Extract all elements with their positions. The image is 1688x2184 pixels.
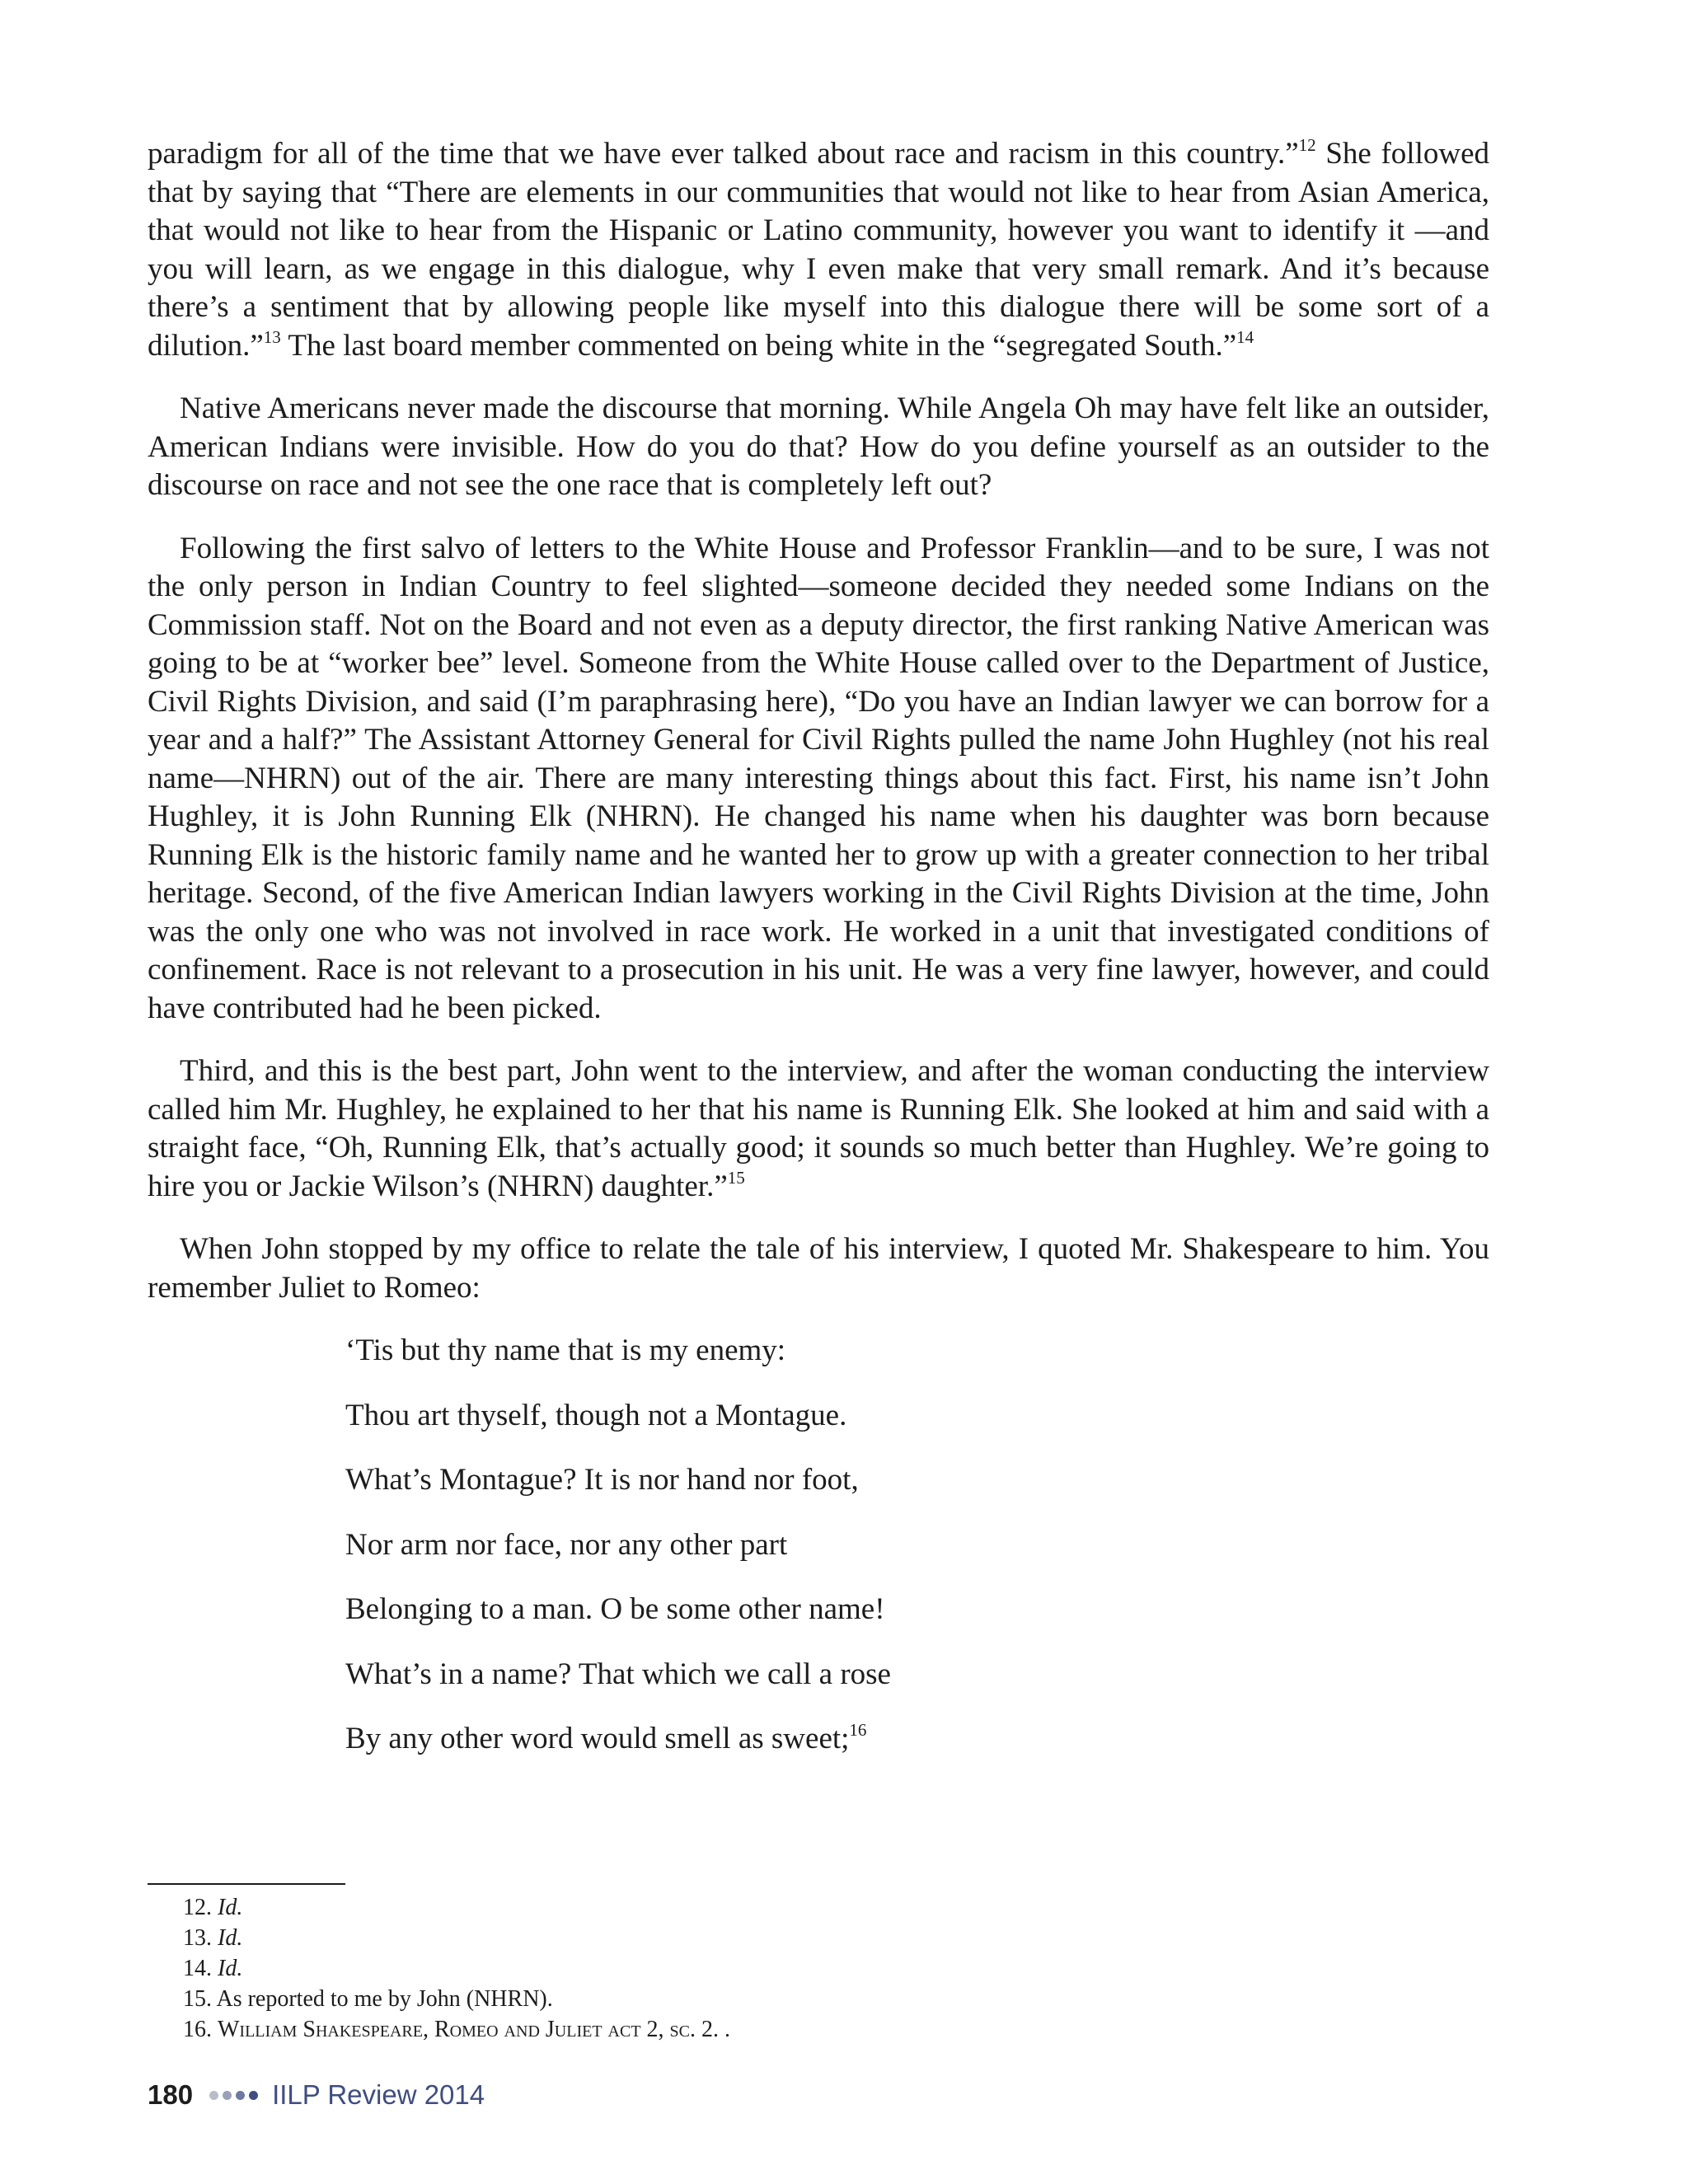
verse-line — [345, 1591, 1489, 1629]
footnote-ref: 13 — [263, 326, 281, 347]
footnote-number: 13. — [183, 1925, 212, 1951]
footnote-separator — [148, 1883, 345, 1885]
paragraph — [148, 390, 1489, 505]
footnotes — [183, 1892, 1419, 2045]
footnote — [183, 2014, 1419, 2045]
paragraph — [148, 530, 1489, 1029]
page-footer — [148, 2079, 485, 2111]
paragraph-text: The last board member commented on being white in the “segregated South.” — [280, 328, 1237, 363]
footnote — [183, 1923, 1419, 1953]
verse-line — [345, 1656, 1489, 1694]
paragraph — [148, 1230, 1489, 1307]
verse-text: ‘Tis but thy name that is my enemy: — [345, 1333, 786, 1367]
verse-text: By any other word would smell as sweet; — [345, 1722, 850, 1755]
paragraph-text: Native Americans never made the discourse that morning. While Angela Oh may have felt like an outsider, American Indians were invisible. How do you do that? How do you define yourself as an outsider to the discourse on race and not see the one race that is completely left out? — [148, 391, 1489, 502]
footnote-number: 12. — [183, 1895, 212, 1920]
footer-dot — [236, 2091, 245, 2100]
footnote-text: William Shakespeare, Romeo and Juliet act 2, sc. 2. . — [218, 2017, 730, 2042]
paragraph-text: Third, and this is the best part, John went to the interview, and after the woman conducting the interview called him Mr. Hughley, he explained to her that his name is Running Elk. She looked at him and said with a straight face, “Oh, Running Elk, that’s actually good; it sounds so much better than Hughley. We’re going to hire you or Jackie Wilson’s (NHRN) daughter.” — [148, 1054, 1489, 1203]
footnote — [183, 1984, 1419, 2014]
verse-line — [345, 1720, 1489, 1759]
main-text — [148, 135, 1489, 1785]
verse-line — [345, 1461, 1489, 1500]
page-number: 180 — [148, 2079, 194, 2110]
journal-title: IILP Review 2014 — [272, 2079, 485, 2110]
footnote-ref: 15 — [727, 1167, 745, 1188]
verse-block — [148, 1332, 1489, 1759]
paragraph-text: When John stopped by my office to relate the tale of his interview, I quoted Mr. Shakespeare to him. You remember Juliet to Romeo: — [148, 1232, 1489, 1305]
verse-line — [345, 1397, 1489, 1436]
footnote — [183, 1953, 1419, 1984]
footnote-ref: 14 — [1236, 326, 1254, 347]
paragraph — [148, 1052, 1489, 1206]
verse-text: What’s in a name? That which we call a rose — [345, 1657, 891, 1691]
footnote-number: 14. — [183, 1956, 212, 1981]
footer-dot — [249, 2091, 258, 2100]
paragraph — [148, 135, 1489, 365]
verse-text: Thou art thyself, though not a Montague. — [345, 1398, 847, 1432]
footnote-text: Id. — [218, 1925, 243, 1951]
paragraph-container — [148, 135, 1489, 1307]
footnote-number: 16. — [183, 2017, 212, 2042]
verse-line — [345, 1526, 1489, 1565]
footnote-text: Id. — [218, 1895, 243, 1920]
footer-dot — [209, 2091, 218, 2100]
verse-text: Nor arm nor face, nor any other part — [345, 1527, 788, 1562]
footnote-text: As reported to me by John (NHRN). — [216, 1986, 553, 2012]
paragraph-text: paradigm for all of the time that we have ever talked about race and racism in this country.” — [148, 137, 1299, 171]
paragraph-text: She followed that by saying that “There are elements in our communities that would not like to hear from Asian America, that would not like to hear from the Hispanic or Latino community, however you want to identify it —and you will learn, as we engage in this dialogue, why I even make that very small remark. And it’s because there’s a sentiment that by allowing people like myself into this dialogue there will be some sort of a dilution.” — [148, 137, 1490, 363]
paragraph-text: Following the first salvo of letters to the White House and Professor Franklin—and to be sure, I was not the only person in Indian Country to feel slighted—someone decided they needed some Indians on the Commission staff. Not on the Board and not even as a deputy director, the first ranking Native American was going to be at “worker bee” level. Someone from the White House called over to the Department of Justice, Civil Rights Division, and said (I’m paraphrasing here), “Do you have an Indian lawyer we can borrow for a year and a half?” The Assistant Attorney General for Civil Rights pulled the name John Hughley (not his real name—NHRN) out of the air. There are many interesting things about this fact. First, his name isn’t John Hughley, it is John Running Elk (NHRN). He changed his name when his daughter was born because Running Elk is the historic family name and he wanted her to grow up with a greater connection to her tribal heritage. Second, of the five American Indian lawyers working in the Civil Rights Division at the time, John was the only one who was not involved in race work. He worked in a unit that investigated conditions of confinement. Race is not relevant to a prosecution in his unit. He was a very fine lawyer, however, and could have contributed had he been picked. — [148, 531, 1489, 1025]
verse-text: Belonging to a man. O be some other name! — [345, 1592, 885, 1626]
footnote-ref: 16 — [849, 1720, 867, 1740]
footer-dots — [209, 2091, 262, 2100]
footnote — [183, 1892, 1419, 1923]
footnote-number: 15. — [183, 1986, 212, 2012]
verse-line — [345, 1332, 1489, 1371]
footer-dot — [223, 2091, 232, 2100]
footnote-ref: 12 — [1298, 135, 1316, 155]
footnote-text: Id. — [218, 1956, 243, 1981]
verse-text: What’s Montague? It is nor hand nor foot, — [345, 1463, 859, 1497]
